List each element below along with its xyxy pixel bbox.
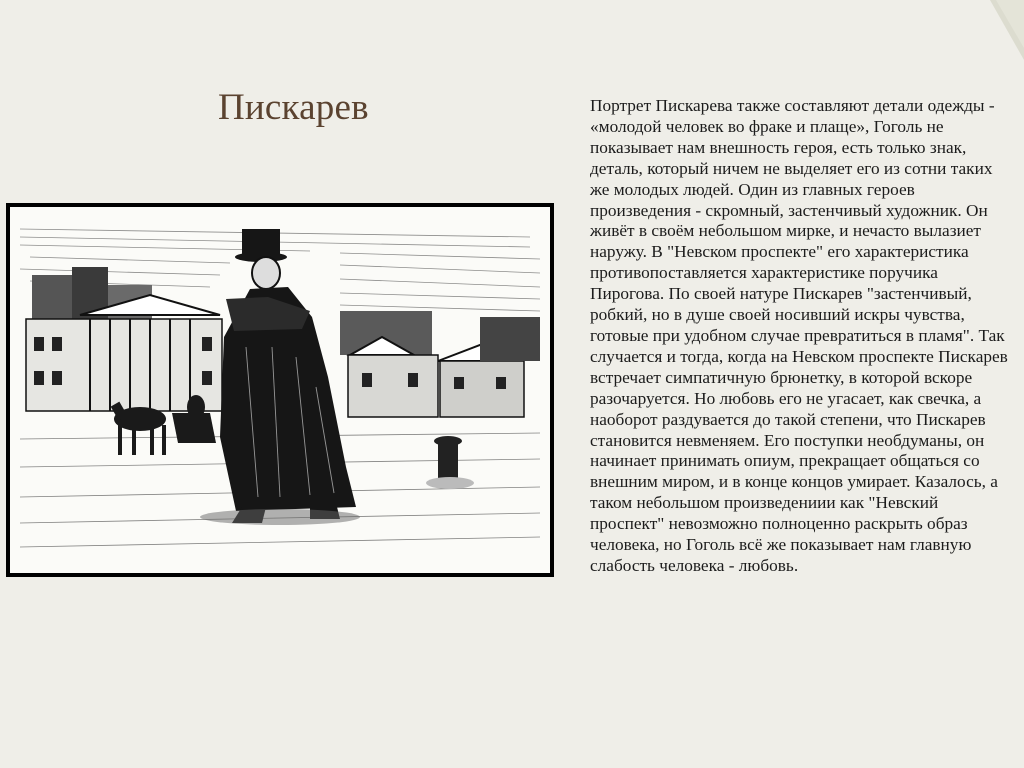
- slide-title: Пискарев: [218, 87, 369, 128]
- body-text: Портрет Пискарева также составляют детали одежды - «молодой человек во фраке и плаще», Гоголь не показывает нам внешность героя, есть только знак, деталь, который ничем не выделяет его из сотни таких же молодых людей. Один из главных героев произведения - скромный, застенчивый художник. Он живёт в своём небольшом мирке, и нечасто вылазиет наружу. В "Невском проспекте" его характеристика противопоставляется характеристике поручика Пирогова. По своей натуре Пискарев "застенчивый, робкий, но в душе своей носивший искры чувства, готовые при удобном случае превратиться в пламя". Так случается и тогда, когда на Невском проспекте Пискарев встречает симпатичную брюнетку, в которой вскоре разочаруется. Но любовь его не угасает, как свечка, а наоборот раздувается до такой степени, что Пискарев становится невменяем. Его поступки необдуманы, он начинает принимать опиум, прекращает общаться со внешним миром, и в конце концов умирает. Казалось, а таком небольшом произведениии как "Невский проспект" невозможно полноценно раскрыть образ человека, но Гоголь всё же показывает нам главную слабость человека - любовь.: [590, 96, 1008, 575]
- illustration-engraving: [10, 207, 550, 573]
- illustration-frame: [6, 203, 554, 577]
- corner-arrow-icon: [990, 0, 1024, 60]
